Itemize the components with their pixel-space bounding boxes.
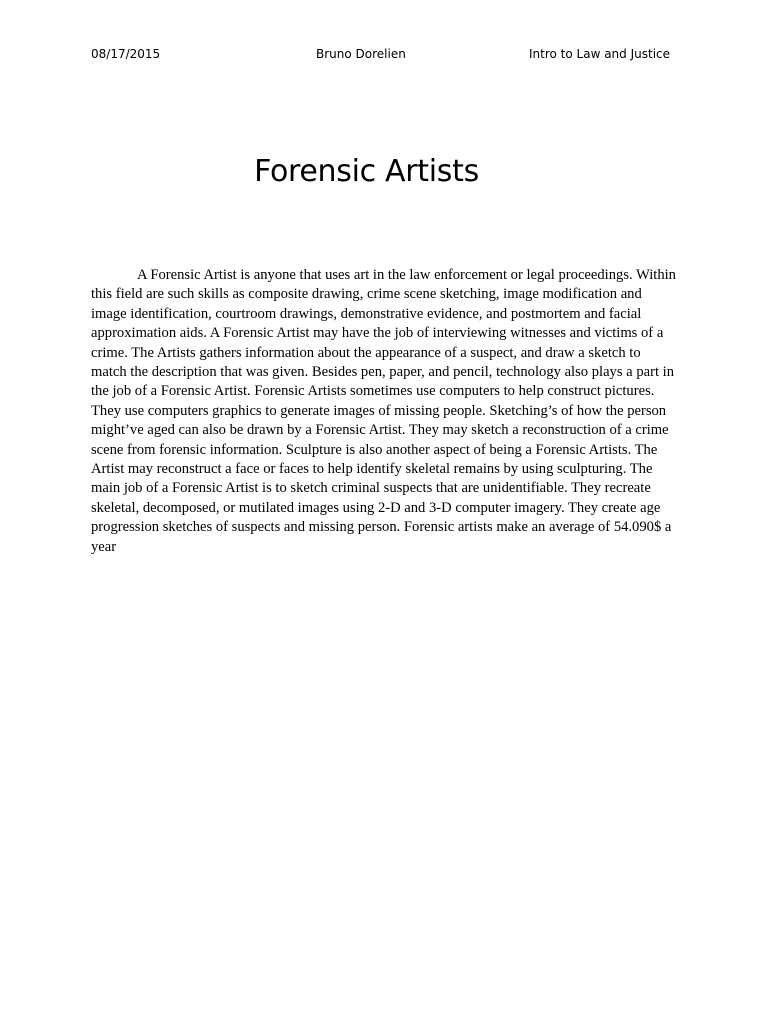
header-date: 08/17/2015 (91, 47, 161, 61)
header-author: Bruno Dorelien (316, 47, 406, 61)
document-title: Forensic Artists (254, 154, 479, 189)
page-header (91, 47, 671, 65)
body-paragraph: A Forensic Artist is anyone that uses art in the law enforcement or legal proceedings. Within this field are such skills as composite drawing, crime scene sketching, image modification and image identification, courtroom drawings, demonstrative evidence, and postmortem and facial approximation aids. A Forensic Artist may have the job of interviewing witnesses and victims of a crime. The Artists gathers information about the appearance of a suspect, and draw a sketch to match the description that was given. Besides pen, paper, and pencil, technology also plays a part in the job of a Forensic Artist. Forensic Artists sometimes use computers to help construct pictures. They use computers graphics to generate images of missing people. Sketching’s of how the person might’ve aged can also be drawn by a Forensic Artist. They may sketch a reconstruction of a crime scene from forensic information. Sculpture is also another aspect of being a Forensic Artists. The Artist may reconstruct a face or faces to help identify skeletal remains by using sculpturing. The main job of a Forensic Artist is to sketch criminal suspects that are unidentifiable. They recreate skeletal, decomposed, or mutilated images using 2-D and 3-D computer imagery. They create age progression sketches of suspects and missing person. Forensic artists make an average of 54.090$ a year (91, 267, 676, 555)
header-course: Intro to Law and Justice (529, 47, 671, 61)
